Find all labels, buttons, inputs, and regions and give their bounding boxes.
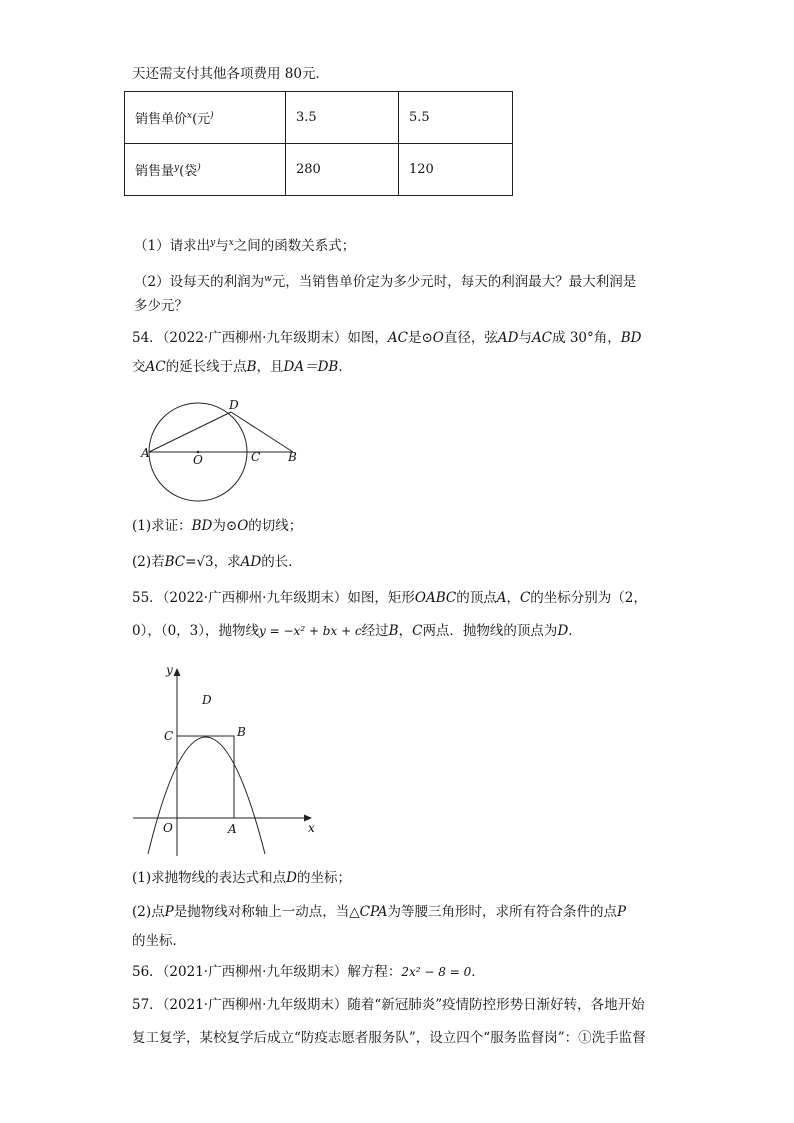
table-cell: 120 [399, 144, 513, 196]
label-d: D [202, 693, 212, 707]
q56-stem: 56．（2021·广西柳州·九年级期末）解方程：2x² − 8 = 0． [132, 964, 485, 980]
q55-sub2: (2)点P是抛物线对称轴上一动点，当△CPA为等腰三角形时，求所有符合条件的点P [132, 904, 627, 920]
table-cell: 3.5 [286, 92, 399, 144]
label-a: A [228, 822, 237, 836]
q54-sub1: (1)求证：BD为⊙O的切线； [132, 518, 303, 534]
q54-circle-figure [135, 395, 335, 505]
label-c: C [251, 450, 261, 464]
q55-parabola-figure [130, 660, 330, 860]
table-cell: 5.5 [399, 92, 513, 144]
q55-sub2-cont: 的坐标． [132, 933, 186, 949]
q55-stem-line2: 0），（0，3），抛物线y = −x² + bx + c经过B，C两点．抛物线的顶点为D． [132, 623, 582, 639]
price-sales-table [124, 91, 513, 196]
chord-ad [149, 412, 231, 452]
y-axis-arrow [174, 668, 181, 676]
table-cell: 280 [286, 144, 399, 196]
label-c: C [164, 729, 174, 743]
q54-sub2: (2)若BC=√3，求AD的长． [132, 554, 302, 570]
q54-stem-line2: 交AC的延长线于点B，且DA＝DB． [132, 359, 352, 375]
table-row [125, 92, 513, 144]
label-o: O [163, 821, 173, 835]
table-cell-price-label: 销售单价$^x$(元) [125, 92, 286, 144]
q53-part2-cont: 多少元？ [134, 298, 188, 314]
label-o: O [193, 453, 203, 467]
table-cell-sales-label: 销售量$^y$(袋) [125, 144, 286, 196]
tangent-db [231, 412, 293, 452]
q57-stem-line2: 复工复学，某校复学后成立“防疫志愿者服务队”，设立四个“服务监督岗”：①洗手监督 [132, 1030, 646, 1046]
label-y: y [166, 663, 173, 677]
rectangle-oabc [177, 736, 234, 818]
q57-stem-line1: 57．（2021·广西柳州·九年级期末）随着“新冠肺炎”疫情防控形势日渐好转，各地开始 [132, 997, 645, 1013]
q55-sub1: (1)求抛物线的表达式和点D的坐标； [132, 870, 351, 886]
q53-part2: （2）设每天的利润为$^w$元，当销售单价定为多少元时，每天的利润最大？最大利润是 [134, 274, 637, 290]
q53-part1: （1）请求出$^y$与$^x$之间的函数关系式； [134, 238, 356, 254]
q54-stem-line1: 54．（2022·广西柳州·九年级期末）如图，AC是⊙O直径，弦AD与AC成 30°角，BD [132, 330, 642, 346]
table-row [125, 144, 513, 196]
label-b: B [237, 725, 246, 739]
label-d: D [229, 398, 239, 412]
q55-stem-line1: 55．（2022·广西柳州·九年级期末）如图，矩形OABC的顶点A，C的坐标分别为（2， [132, 590, 647, 606]
label-x: x [308, 821, 315, 835]
label-a: A [141, 446, 150, 460]
parabola-curve [148, 737, 265, 854]
intro-line: 天还需支付其他各项费用 80元． [132, 66, 329, 82]
label-b: B [288, 450, 297, 464]
